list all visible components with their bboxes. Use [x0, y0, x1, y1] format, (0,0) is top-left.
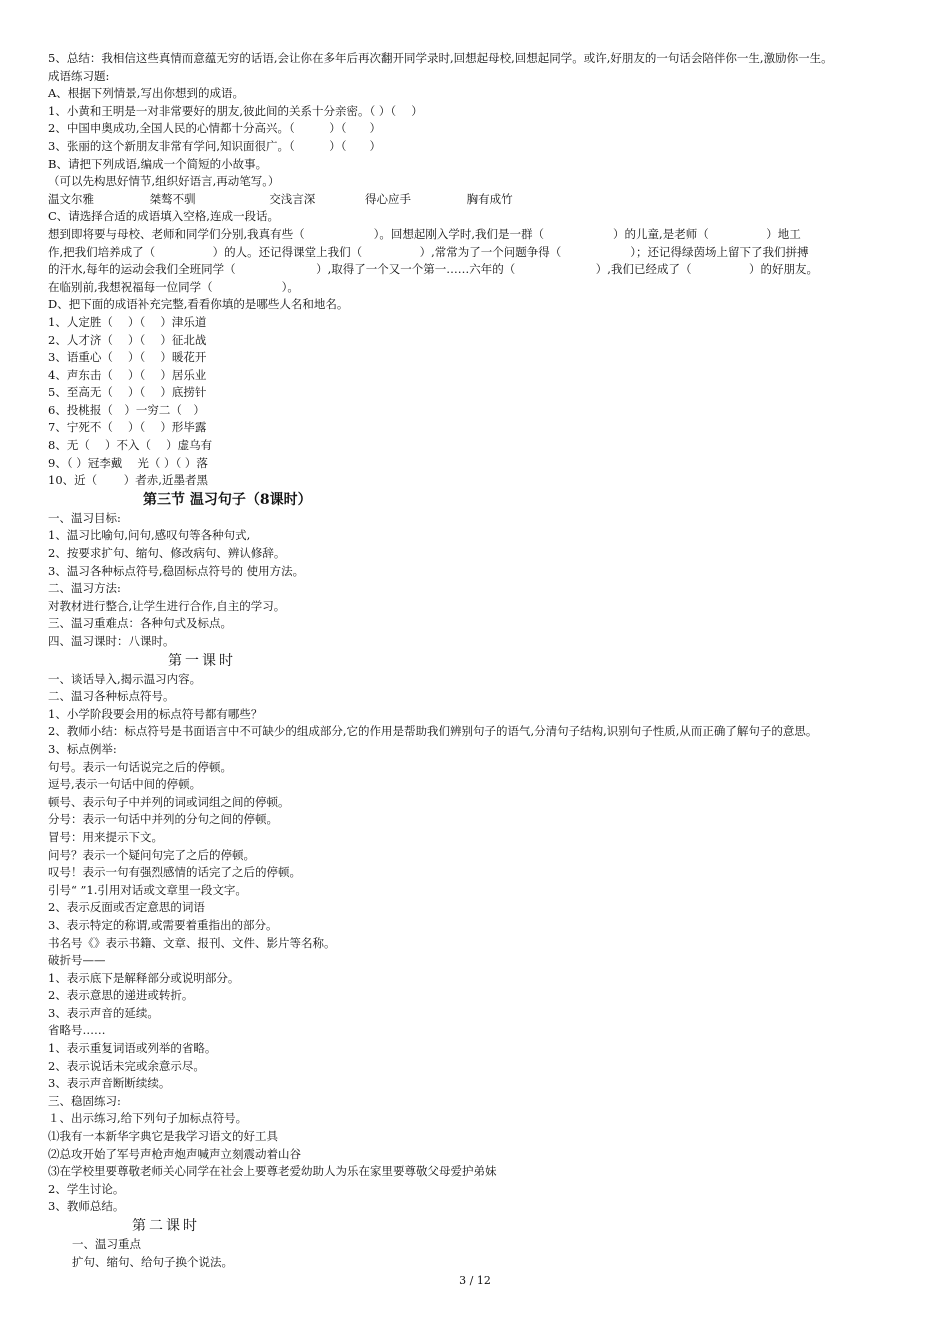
text-line: ⑶在学校里要尊敬老师关心同学在社会上要尊老爱幼助人为乐在家里要尊敬父母爱护弟妹 — [48, 1164, 497, 1179]
text-line: １、出示练习,给下列句子加标点符号。 — [48, 1111, 248, 1126]
section-title: 第三节 温习句子（8课时） — [143, 491, 312, 508]
idiom-word: 桀骜不驯 — [149, 191, 196, 206]
text-line: 3、表示声音断断续续。 — [48, 1076, 171, 1091]
page-number: 3 / 12 — [459, 1274, 491, 1287]
text-line: 二、温习方法: — [48, 581, 121, 596]
text-line: 对教材进行整合,让学生进行合作,自主的学习。 — [48, 598, 286, 613]
text-line: 三、稳固练习: — [48, 1093, 121, 1108]
lesson-one-content — [48, 671, 908, 1216]
document-page — [48, 50, 908, 1271]
text-line: 一、谈话导入,揭示温习内容。 — [48, 671, 202, 686]
text-line: 3、表示声音的延续。 — [48, 1005, 159, 1020]
text-line: 四、温习课时：八课时。 — [48, 634, 175, 648]
text-line: 6、投桃报（ ）一穷二（ ） — [48, 402, 205, 417]
text-line: 三、温习重难点：各种句式及标点。 — [48, 616, 232, 631]
text-line: 3、张丽的这个新朋友非常有学问,知识面很广。（ ）（ ） — [48, 138, 381, 153]
text-line: 的汗水,每年的运动会我们全班同学（ ）,取得了一个又一个第一……六年的（ ）,我们已经成了（ ）的好朋友。 — [48, 262, 818, 277]
text-line: C、请选择合适的成语填入空格,连成一段话。 — [48, 209, 279, 224]
text-line: D、把下面的成语补充完整,看看你填的是哪些人名和地名。 — [48, 297, 349, 312]
text-line: 2、表示反面或否定意思的词语 — [48, 900, 205, 915]
text-line: ⑵总攻开始了军号声枪声炮声喊声立刻震动着山谷 — [48, 1146, 301, 1161]
text-line: 3、标点例举: — [48, 741, 117, 756]
text-line: 想到即将要与母校、老师和同学们分别,我真有些（ ）。回想起刚入学时,我们是一群（ ）的儿童,是老师（ ）地工 — [48, 226, 801, 241]
text-line: 7、宁死不（ ）（ ）形毕露 — [48, 420, 207, 435]
lesson-one-title: 第一课时 — [168, 652, 236, 669]
text-line: 一、温习重点 — [72, 1237, 141, 1251]
text-line: （可以先构思好情节,组织好语言,再动笔写。） — [48, 174, 280, 189]
text-line: 3、教师总结。 — [48, 1199, 125, 1214]
text-line: 二、温习各种标点符号。 — [48, 689, 175, 704]
text-line: A、根据下列情景,写出你想到的成语。 — [48, 86, 244, 101]
text-line: ⑴我有一本新华字典它是我学习语文的好工具 — [48, 1129, 278, 1144]
text-line: 扩句、缩句、给句子换个说法。 — [72, 1254, 233, 1269]
text-line: 5、总结：我相信这些真情而意蕴无穷的话语,会让你在多年后再次翻开同学录时,回想起母校,回想起同学。或许,好朋友的一句话会陪伴你一生,激励你一生。 — [48, 51, 833, 65]
text-line: 破折号—— — [48, 953, 106, 968]
text-line: 1、小黄和王明是一对非常要好的朋友,彼此间的关系十分亲密。（ ）（ ） — [48, 103, 423, 118]
idiom-word: 温文尔雅 — [48, 191, 94, 206]
text-line: 9、（ ）冠李戴 光（ ）（ ）落 — [48, 455, 208, 470]
text-line: 5、至高无（ ）（ ）底捞针 — [48, 385, 207, 400]
text-line: 2、表示意思的递进或转折。 — [48, 988, 194, 1003]
text-line: 逗号,表示一句话中间的停顿。 — [48, 777, 202, 792]
idiom-exercises-cd — [48, 208, 908, 490]
text-line: 叹号！表示一句有强烈感情的话完了之后的停顿。 — [48, 865, 301, 880]
text-line: 3、温习各种标点符号,稳固标点符号的 使用方法。 — [48, 563, 305, 578]
text-line: 8、无（ ）不入（ ）虚乌有 — [48, 438, 213, 453]
text-line: 2、人才济（ ）（ ）征北战 — [48, 332, 207, 347]
text-line: 一、温习目标: — [48, 510, 121, 525]
text-line: 1、温习比喻句,问句,感叹句等各种句式, — [48, 528, 251, 543]
idiom-word-list — [48, 191, 908, 209]
text-line: 3、语重心（ ）（ ）暖花开 — [48, 350, 207, 365]
text-line: 2、教师小结：标点符号是书面语言中不可缺少的组成部分,它的作用是帮助我们辨别句子的语气,分清句子结构,识别句子性质,从而正确了解句子的意思。 — [48, 724, 818, 739]
text-line: 句号。表示一句话说完之后的停顿。 — [48, 759, 232, 774]
idiom-exercises-intro — [48, 50, 908, 191]
text-line: 顿号、表示句子中并列的词或词组之间的停顿。 — [48, 794, 290, 809]
text-line: 成语练习题: — [48, 68, 110, 83]
text-line: 冒号：用来提示下文。 — [48, 829, 163, 844]
lesson-two-content — [48, 1236, 908, 1271]
text-line: 省略号…… — [48, 1023, 106, 1038]
text-line: 分号：表示一句话中并列的分句之间的停顿。 — [48, 812, 278, 827]
text-line: 3、表示特定的称谓,或需要着重指出的部分。 — [48, 917, 278, 932]
text-line: 2、表示说话未完或余意示尽。 — [48, 1058, 205, 1073]
idiom-word: 胸有成竹 — [466, 191, 513, 206]
text-line: 作,把我们培养成了（ ）的人。还记得课堂上我们（ ）,常常为了一个问题争得（ ）；还记得绿茵场上留下了我们拼搏 — [48, 244, 809, 259]
text-line: 在临别前,我想祝福每一位同学（ ）。 — [48, 279, 299, 294]
text-line: 4、声东击（ ）（ ）居乐业 — [48, 367, 207, 382]
text-line: 1、小学阶段要会用的标点符号都有哪些？ — [48, 706, 263, 721]
idiom-word: 交浅言深 — [269, 191, 316, 206]
idiom-word: 得心应手 — [364, 191, 411, 206]
text-line: 1、人定胜（ ）（ ）津乐道 — [48, 314, 207, 329]
lesson-two-title: 第二课时 — [132, 1218, 200, 1234]
text-line: 10、近（ ）者赤,近墨者黑 — [48, 473, 208, 488]
text-line: B、请把下列成语,编成一个简短的小故事。 — [48, 156, 268, 171]
text-line: 问号？表示一个疑问句完了之后的停顿。 — [48, 847, 255, 862]
text-line: 1、表示重复词语或列举的省略。 — [48, 1041, 217, 1056]
review-goals — [48, 510, 908, 651]
text-line: 引号“ ”1.引用对话或文章里一段文字。 — [48, 882, 247, 897]
text-line: 2、中国申奥成功,全国人民的心情都十分高兴。（ ）（ ） — [48, 121, 381, 136]
text-line: 2、按要求扩句、缩句、修改病句、辨认修辞。 — [48, 546, 286, 561]
text-line: 1、表示底下是解释部分或说明部分。 — [48, 970, 240, 985]
text-line: 书名号《》表示书籍、文章、报刊、文件、影片等名称。 — [48, 935, 336, 950]
text-line: 2、学生讨论。 — [48, 1181, 125, 1196]
